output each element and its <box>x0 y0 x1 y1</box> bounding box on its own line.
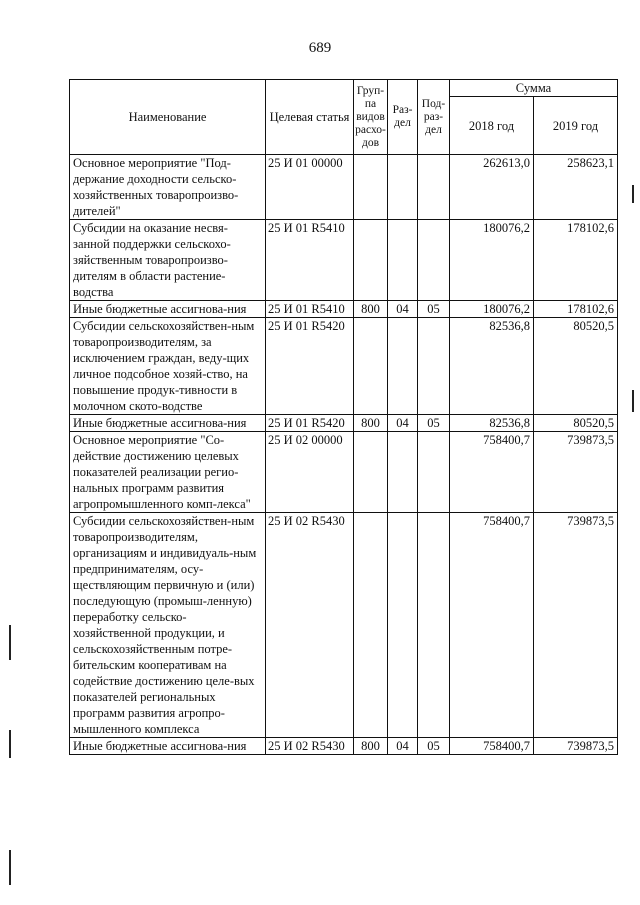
table-row <box>70 318 618 415</box>
row-amount-2018: 82536,8 <box>450 415 534 432</box>
row-name: Основное мероприятие "Под-держание доходности сельско-хозяйственных товаропроизво-дителей" <box>70 155 266 220</box>
row-amount-2018: 262613,0 <box>450 155 534 220</box>
row-section: 04 <box>388 738 418 755</box>
row-name: Иные бюджетные ассигнова-ния <box>70 415 266 432</box>
row-amount-2019: 80520,5 <box>534 415 618 432</box>
header-section: Раз-дел <box>388 80 418 155</box>
scan-edge-mark <box>9 850 11 885</box>
row-expense-group: 800 <box>354 738 388 755</box>
header-target-article: Целевая статья <box>266 80 354 155</box>
row-section <box>388 318 418 415</box>
row-target-code: 25 И 01 R5420 <box>266 415 354 432</box>
row-amount-2018: 180076,2 <box>450 301 534 318</box>
row-subsection <box>418 432 450 513</box>
table-row <box>70 738 618 755</box>
row-amount-2019: 178102,6 <box>534 220 618 301</box>
row-target-code: 25 И 02 R5430 <box>266 738 354 755</box>
row-subsection: 05 <box>418 415 450 432</box>
table-row <box>70 155 618 220</box>
row-amount-2018: 758400,7 <box>450 432 534 513</box>
row-subsection <box>418 155 450 220</box>
row-expense-group <box>354 220 388 301</box>
row-amount-2018: 758400,7 <box>450 513 534 738</box>
row-name: Субсидии сельскохозяйствен-ным товаропроизводителям, за исключением граждан, веду-щих личное подсобное хозяй-ство, на повышение продук-тивности в молочном ското-водстве <box>70 318 266 415</box>
row-section <box>388 432 418 513</box>
row-name: Иные бюджетные ассигнова-ния <box>70 301 266 318</box>
header-expense-group: Груп-па видов расхо-дов <box>354 80 388 155</box>
row-target-code: 25 И 02 R5430 <box>266 513 354 738</box>
row-subsection: 05 <box>418 738 450 755</box>
row-target-code: 25 И 01 R5410 <box>266 301 354 318</box>
row-amount-2019: 739873,5 <box>534 738 618 755</box>
row-section: 04 <box>388 415 418 432</box>
row-section <box>388 220 418 301</box>
row-amount-2019: 258623,1 <box>534 155 618 220</box>
header-name: Наименование <box>70 80 266 155</box>
row-expense-group: 800 <box>354 301 388 318</box>
row-expense-group <box>354 513 388 738</box>
row-amount-2019: 739873,5 <box>534 513 618 738</box>
scan-edge-mark <box>9 625 11 660</box>
table-row <box>70 301 618 318</box>
row-section: 04 <box>388 301 418 318</box>
row-name: Субсидии на оказание несвя-занной поддержки сельскохо-зяйственным товаропроизво-дителям в области растение-водства <box>70 220 266 301</box>
header-2018: 2018 год <box>450 97 534 155</box>
row-subsection <box>418 318 450 415</box>
budget-table <box>69 79 618 755</box>
row-target-code: 25 И 01 00000 <box>266 155 354 220</box>
header-sum: Сумма <box>450 80 618 97</box>
table-row <box>70 513 618 738</box>
table-row <box>70 220 618 301</box>
row-name: Иные бюджетные ассигнова-ния <box>70 738 266 755</box>
row-amount-2018: 82536,8 <box>450 318 534 415</box>
row-target-code: 25 И 01 R5410 <box>266 220 354 301</box>
row-target-code: 25 И 01 R5420 <box>266 318 354 415</box>
row-expense-group: 800 <box>354 415 388 432</box>
scan-edge-mark <box>632 185 634 203</box>
row-name: Основное мероприятие "Со-действие достижению целевых показателей реализации регио-нальных программ развития агропромышленного комп-лекса" <box>70 432 266 513</box>
header-2019: 2019 год <box>534 97 618 155</box>
row-subsection <box>418 220 450 301</box>
row-expense-group <box>354 155 388 220</box>
row-amount-2019: 739873,5 <box>534 432 618 513</box>
row-section <box>388 513 418 738</box>
page-number: 689 <box>308 40 332 56</box>
scan-edge-mark <box>9 730 11 758</box>
row-section <box>388 155 418 220</box>
header-subsection: Под-раз-дел <box>418 80 450 155</box>
row-amount-2018: 180076,2 <box>450 220 534 301</box>
row-expense-group <box>354 432 388 513</box>
row-subsection: 05 <box>418 301 450 318</box>
row-subsection <box>418 513 450 738</box>
row-name: Субсидии сельскохозяйствен-ным товаропроизводителям, организациям и индивидуаль-ным предпринимателям, осу-ществляющим первичную и (или) последующую (промыш-ленную) переработку сельско-хозяйственной продукции, и сельскохозяйственным потре-бительским кооперативам на содействие достижению целе-вых показателей региональных программ развития агропро-мышленного комплекса <box>70 513 266 738</box>
row-amount-2018: 758400,7 <box>450 738 534 755</box>
row-amount-2019: 178102,6 <box>534 301 618 318</box>
scan-edge-mark <box>632 390 634 412</box>
row-amount-2019: 80520,5 <box>534 318 618 415</box>
table-row <box>70 415 618 432</box>
row-expense-group <box>354 318 388 415</box>
row-target-code: 25 И 02 00000 <box>266 432 354 513</box>
table-row <box>70 432 618 513</box>
